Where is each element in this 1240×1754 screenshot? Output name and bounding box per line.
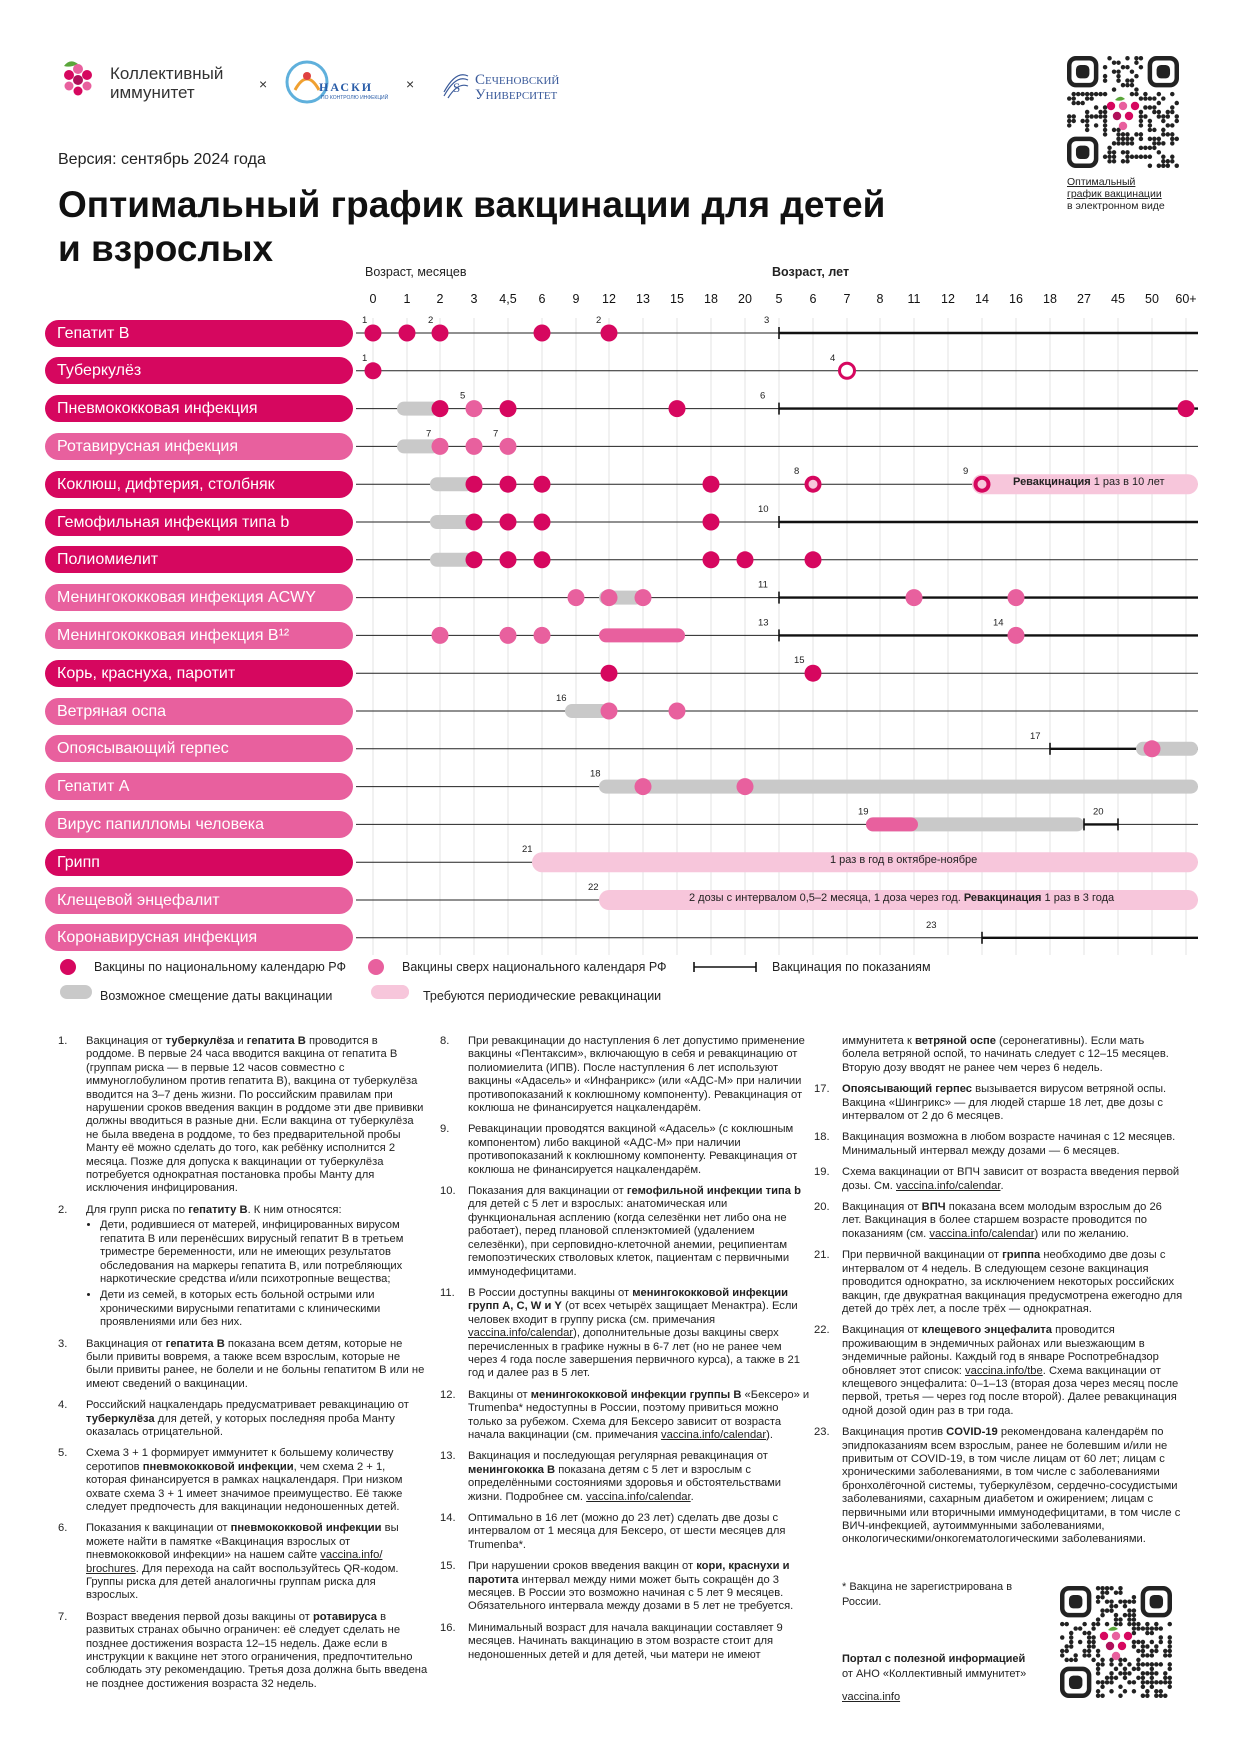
axis-tick: 2 xyxy=(436,292,444,306)
note-15: 15. При нарушении сроков введения вакцин от кори, краснухи и паротита интервал между ними может быть сокращён до 3 месяцев. В России это возможно начиная с 5 лет 9 месяцев. Обязательного интервала между дозами в 5 лет не требуется. xyxy=(440,1560,794,1613)
axis-tick: 27 xyxy=(1077,292,1091,306)
portal-url[interactable]: vaccina.info xyxy=(842,1691,901,1703)
dose-dot xyxy=(534,476,551,493)
dose-dot xyxy=(601,665,618,682)
dose-dot xyxy=(365,362,382,379)
axis-tick: 12 xyxy=(941,292,955,306)
dose-dot xyxy=(500,627,517,644)
row-label: Гемофильная инфекция типа b xyxy=(45,509,353,536)
qr-caption-line2[interactable]: график вакцинации xyxy=(1067,188,1162,200)
axis-tick: 18 xyxy=(1043,292,1057,306)
shift-bar xyxy=(599,780,1198,794)
dose-dot xyxy=(703,514,720,531)
flu-text: 1 раз в год в октябре-ноябре xyxy=(830,854,978,866)
dose-dot xyxy=(805,551,822,568)
tbe-text xyxy=(689,892,1114,904)
tbe-rest: 1 раз в 3 года xyxy=(1041,892,1115,904)
dose-dot xyxy=(568,589,585,606)
axis-tick: 9 xyxy=(572,292,580,306)
note-4: 4. Российский нацкалендарь предусматривает ревакцинацию от туберкулёза для детей, у которых последняя проба Манту оказалась отрицательной. xyxy=(58,1399,409,1438)
note-16: 16. Минимальный возраст для начала вакцинации составляет 9 месяцев. Начинать вакцинацию в этом возрасте стоит для недоношенных детей и для детей, чьи матери не имеют xyxy=(440,1621,783,1661)
dose-dot xyxy=(466,400,483,417)
footnote-marker: 9 xyxy=(963,466,969,478)
footnote-marker: 8 xyxy=(794,466,800,478)
row-label: Опоясывающий герпес xyxy=(45,735,353,762)
dose-dot xyxy=(500,514,517,531)
version-label: Версия: сентябрь 2024 года xyxy=(58,151,266,168)
axis-tick: 18 xyxy=(704,292,718,306)
portal-title: Портал с полезной информацией xyxy=(842,1653,1026,1665)
note-7: 7. Возраст введения первой дозы вакцины от ротавируса в развитых странах обычно ограничен: её следует сделать не позднее достижения возраста 12–15 недель. Даже если в инструкции к вакцине нет этого ограничения, предпочтительно соблюдать эту рекомендацию. Третья доза должна быть введена не позднее достижения возраста 32 недель. xyxy=(58,1610,428,1690)
dose-dot xyxy=(601,589,618,606)
row-label: Менингококковая инфекция ACWY xyxy=(45,584,353,611)
dose-dot xyxy=(466,514,483,531)
axis-tick: 12 xyxy=(602,292,616,306)
axis-tick: 14 xyxy=(975,292,989,306)
times-sign: × xyxy=(259,76,268,92)
footnote-marker: 11 xyxy=(758,579,768,591)
page-title-line1: Оптимальный график вакцинации для детей xyxy=(58,184,886,225)
dose-dot xyxy=(601,703,618,720)
dose-dot-inner xyxy=(809,480,818,489)
footnote-marker: 2 xyxy=(596,315,602,326)
legend-shift-bar xyxy=(60,985,92,999)
axis-tick: 7 xyxy=(843,292,851,306)
axis-tick: 16 xyxy=(1009,292,1023,306)
legend-national: Вакцины по национальному календарю РФ xyxy=(94,960,346,974)
dose-dot xyxy=(500,476,517,493)
footnote-marker: 2 xyxy=(428,315,434,326)
dose-dot xyxy=(432,400,449,417)
footnote-marker: 20 xyxy=(1093,806,1104,818)
row-label: Менингококковая инфекция B¹² xyxy=(45,622,353,649)
dose-dot xyxy=(534,551,551,568)
note-19: 19. Схема вакцинации от ВПЧ зависит от возраста введения первой дозы. См. vaccina.info/calendar. xyxy=(814,1166,1180,1192)
org3-line1: Сеченовский xyxy=(475,72,560,88)
tbe-main: 2 дозы с интервалом 0,5–2 месяца, 1 доза через год. xyxy=(689,892,964,904)
row-label: Пневмококковая инфекция xyxy=(45,395,353,422)
dose-dot xyxy=(432,325,449,342)
note-23: 23. Вакцинация против COVID-19 рекомендована календарём по эпидпоказаниям всем взрослым, ранее не болевшим и/или не привитым от COVID-19, в том числе лицам от 60 лет; лицам с хроническими заболеваниями, в том числе с заболеваниями бронхолёгочной системы, туберкулёзом, сердечно-сосудистыми заболеваниями, сахарным диабетом и ожирением; лицам с первичными или вторичными иммунодефицитами, в том числе с ВИЧ-инфекцией, аутоиммунными заболеваниями, онкологическими/онкогематологическими заболеваниями. xyxy=(814,1426,1181,1546)
dose-dot xyxy=(466,438,483,455)
footnote-marker: 23 xyxy=(926,919,937,931)
footnote-marker: 16 xyxy=(556,693,567,704)
dose-dot xyxy=(466,551,483,568)
notes-column-1 xyxy=(58,1035,428,1699)
legend-indication: Вакцинация по показаниям xyxy=(772,960,931,974)
org3-line2: Университет xyxy=(475,87,558,103)
footnote-marker: 21 xyxy=(522,844,533,856)
axis-tick: 20 xyxy=(738,292,752,306)
row-label: Гепатит B xyxy=(45,320,353,347)
note-21: 21. При первичной вакцинации от гриппа необходимо две дозы с интервалом от 4 недель. В следующем сезоне вакцинация проводится однократно, за исключением некоторых российских вакцин, где двукратная вакцинация предусмотрена ежегодно для детей до трёх лет, а после трёх — однократная. xyxy=(814,1249,1183,1315)
note-20: 20. Вакцинация от ВПЧ показана всем молодым взрослым до 26 лет. Вакцинация в более старшем возрасте проводится по показаниям (см. vaccina.info/calendar) или по желанию. xyxy=(814,1201,1162,1240)
legend-national-dot xyxy=(60,959,76,975)
note-2: 2. Для групп риска по гепатиту B. К ним относятся: • Дети, родившиеся от матерей, инфицированных вирусом гепатита B или перенёсших вирусный гепатит B в третьем триместре беременности, или не имеющих результатов обследования на маркеры гепатита B, или потребляющих наркотические средства и/или психотропные вещества; • Дети из семей, в которых есть больной острыми или хроническими вирусными гепатитами с клиническими проявлениями или без них. xyxy=(58,1204,428,1330)
footnote-marker: 17 xyxy=(1030,730,1041,742)
note-8: 8. При ревакцинации до наступления 6 лет допустимо применение вакцины «Пентаксим», включающую в себя и ревакцинацию от полиомиелита (ИПВ). После наступления 6 лет используют вакцины «Адасель» и «Инфанрикс» (или «АДС-М» при наличии противопоказаний к коклюшному компоненту). Ревакцинация от коклюша не финансируется нацкалендарём. xyxy=(440,1035,805,1115)
axis-tick: 6 xyxy=(538,292,546,306)
tbe-bold: Ревакцинация xyxy=(963,892,1042,904)
axis-tick: 3 xyxy=(470,292,478,306)
dose-dot xyxy=(365,325,382,342)
row-label: Корь, краснуха, паротит xyxy=(45,660,353,687)
note-1: 1. Вакцинация от туберкулёза и гепатита B проводится в роддоме. В первые 24 часа вводится вакцина от гепатита B (группам риска — в первые 12 часов совместно с иммуноглобулином против гепатита B), вакцина от туберкулёза вводится на 3–7 день жизни. По российским правилам при нарушении сроков введения вакцин в роддоме эти две прививки должны вводиться в разные дни. Если вакцина от туберкулёза не была введена в роддоме, то без предварительной пробы Манту её можно сделать до того, как ребёнку исполнится 2 месяца. Позже для допуска к вакцинации от туберкулёза потребуется однократная постановка пробы Манту для исключения инфицирования. xyxy=(58,1035,424,1195)
axis-tick: 5 xyxy=(775,292,783,306)
dose-dot xyxy=(500,400,517,417)
dose-dot xyxy=(840,363,855,378)
dose-dot xyxy=(669,400,686,417)
footnote-marker: 22 xyxy=(588,882,599,893)
dose-dot xyxy=(399,325,416,342)
footnote-marker: 19 xyxy=(858,806,869,818)
footnote-marker: 4 xyxy=(830,352,836,364)
note-3: 3. Вакцинация от гепатита B показана всем детям, которые не были привиты вовремя, а также всем взрослым, которые не были привиты ранее, не болели и не больны гепатитом B или не имеют сведений о вакцинации. xyxy=(58,1337,425,1390)
footnote-marker: 15 xyxy=(794,655,805,667)
note-17: 17. Опоясывающий герпес вызывается вирусом ветряной оспы. Вакцина «Шингрикс» — для людей старше 18 лет, две дозы с интервалом от 2 до 6 месяцев. xyxy=(814,1083,1167,1123)
extra-bar xyxy=(599,628,685,642)
axis-tick: 11 xyxy=(907,292,921,306)
footnote-marker: 18 xyxy=(590,768,601,780)
dose-dot xyxy=(601,325,618,342)
row-label: Грипп xyxy=(45,849,353,876)
extra-bar xyxy=(866,817,918,831)
qr-caption-line3: в электронном виде xyxy=(1067,200,1165,212)
dtp-revac-text xyxy=(1013,476,1165,488)
dose-dot xyxy=(906,589,923,606)
footnote-star: * Вакцина не зарегистрирована в России. xyxy=(842,1581,1013,1608)
dose-dot xyxy=(805,665,822,682)
page-title-line2: и взрослых xyxy=(58,228,274,269)
row-label: Туберкулёз xyxy=(45,357,353,384)
row-label: Ветряная оспа xyxy=(45,698,353,725)
axis-tick: 8 xyxy=(876,292,884,306)
footnote-marker: 10 xyxy=(758,504,769,515)
footnote-marker: 7 xyxy=(426,428,432,440)
note-5: 5. Схема 3 + 1 формирует иммунитет к большему количеству серотипов пневмококковой инфекции, чем схема 2 + 1, которая финансируется в рамках нацкалендаря. При низком охвате схема 3 + 1 имеет значимое преимущество. Её также следует предпочесть для вакцинации недоношенных детей. xyxy=(58,1447,403,1513)
row-label: Вирус папилломы человека xyxy=(45,811,353,838)
qr-caption-line1[interactable]: Оптимальный xyxy=(1067,176,1136,188)
dtp-revac-rest: 1 раз в 10 лет xyxy=(1090,476,1165,488)
dose-dot xyxy=(1178,400,1195,417)
months-axis-label: Возраст, месяцев xyxy=(365,265,467,279)
notes-column-2 xyxy=(440,1035,810,1670)
note-18: 18. Вакцинация возможна в любом возрасте начиная с 12 месяцев. Минимальный интервал между дозами — 6 месяцев. xyxy=(814,1131,1176,1157)
org2-title: НАСКИ xyxy=(319,80,374,94)
dose-dot xyxy=(534,627,551,644)
note-9: 9. Ревакцинации проводятся вакциной «Адасель» (с коклюшным компонентом) либо вакциной «АДС-М» при наличии противопоказаний к коклюшному компоненту. Ревакцинация от коклюша не финансируется нацкалендарём. xyxy=(440,1123,798,1176)
notes-column-3 xyxy=(814,1035,1184,1555)
dose-dot xyxy=(703,551,720,568)
axis-tick: 6 xyxy=(809,292,817,306)
dose-dot xyxy=(703,476,720,493)
dose-dot xyxy=(534,514,551,531)
footnote-marker: 1 xyxy=(362,315,368,326)
org1-line2: иммунитет xyxy=(110,83,195,102)
axis-tick: 13 xyxy=(636,292,650,306)
dose-dot xyxy=(432,627,449,644)
row-label: Клещевой энцефалит xyxy=(45,887,353,914)
note-6: 6. Показания к вакцинации от пневмококковой инфекции вы можете найти в памятке «Вакцинация взрослых от пневмококковой инфекции» на нашем сайте vaccina.info/ brochures. Для перехода на сайт воспользуйтесь QR-кодом. Группы риска для детей аналогичны группам риска для взрослых. xyxy=(58,1522,399,1602)
axis-tick: 60+ xyxy=(1175,292,1197,306)
axis-tick: 0 xyxy=(369,292,377,306)
org1-line1: Коллективный xyxy=(110,64,224,83)
portal-from: от АНО «Коллективный иммунитет» xyxy=(842,1668,1027,1680)
legend-shift: Возможное смещение даты вакцинации xyxy=(100,989,333,1003)
org2-sub: ПО КОНТРОЛЮ ИНФЕКЦИЙ xyxy=(321,95,389,101)
note-16-cont: иммунитета к ветряной оспе (серонегативны). Если мать болела ветряной оспой, то начинать следует с 12–15 месяцев. Вторую дозу вводят не ранее чем через 6 недель. xyxy=(842,1035,1169,1074)
dtp-revac-bold: Ревакцинация xyxy=(1013,476,1091,488)
footnote-marker: 14 xyxy=(993,617,1004,629)
footnote-marker: 7 xyxy=(493,428,499,440)
dose-dot xyxy=(669,703,686,720)
note-10: 10. Показания для вакцинации от гемофильной инфекции типа b для детей с 5 лет и взрослых: анатомическая или функциональная асплению (когда селезёнки нет либо она не работает), перед плановой спленэктомией (удалением селезёнки), при серповидно-клеточной анемии, реципиентам гемопоэтических стволовых клеток, пациентам с первичными иммунодефицитами. xyxy=(440,1185,801,1278)
axis-tick: 4,5 xyxy=(499,292,517,306)
axis-tick: 50 xyxy=(1145,292,1159,306)
note-22: 22. Вакцинация от клещевого энцефалита проводится проживающим в эндемичных районах или выезжающим в эндемичные районы. Каждый год в январе Роспотребнадзор обновляет этот список: vaccina.info/tbe. Схема вакцинации от клещевого энцефалита: 0–1–13 (вторая доза через месяц после первой, третья — через год после второй). Далее ревакцинация одной дозой один раз в три года. xyxy=(814,1324,1179,1417)
dose-dot xyxy=(1008,627,1025,644)
dose-dot xyxy=(635,589,652,606)
footnote-marker: 13 xyxy=(758,617,769,629)
dose-dot xyxy=(1144,740,1161,757)
legend-extra-dot xyxy=(368,959,384,975)
note-13: 13. Вакцинация и последующая регулярная ревакцинация от менингококка B показана детям с 5 лет и взрослым с определёнными состояниями здоровья и обстоятельствами жизни. Подробнее см. vaccina.info/calendar. xyxy=(440,1450,782,1503)
note-12: 12. Вакцины от менингококковой инфекции группы B «Бексеро» и Trumenba* недоступны в России, поэтому привиться можно только за рубежом. Схема для Бексеро зависит от возраста начала вакцинации (см. примечания vaccina.info/calendar). xyxy=(440,1388,810,1441)
dose-dot xyxy=(737,551,754,568)
footnote-marker: 1 xyxy=(362,352,368,364)
row-label: Коклюш, дифтерия, столбняк xyxy=(45,471,353,498)
dose-dot xyxy=(1008,589,1025,606)
axis-tick: 45 xyxy=(1111,292,1125,306)
legend-extra: Вакцины сверх национального календаря РФ xyxy=(402,960,667,974)
years-axis-label: Возраст, лет xyxy=(772,265,850,279)
note-14: 14. Оптимально в 16 лет (можно до 23 лет) сделать две дозы с интервалом от 1 месяца для Бексеро, от шести месяцев для Trumenba*. xyxy=(440,1512,786,1551)
legend-revac: Требуются периодические ревакцинации xyxy=(423,989,662,1003)
dose-dot xyxy=(635,778,652,795)
dose-dot xyxy=(466,476,483,493)
footnote-marker: 5 xyxy=(460,390,466,402)
footnote-marker: 6 xyxy=(760,390,766,402)
dose-dot xyxy=(500,438,517,455)
footnote-marker: 3 xyxy=(764,315,770,326)
row-label: Полиомиелит xyxy=(45,546,353,573)
qr-code-bottom[interactable] xyxy=(1060,1586,1172,1698)
axis-tick: 1 xyxy=(403,292,411,306)
axis-tick: 15 xyxy=(670,292,684,306)
dose-dot xyxy=(500,551,517,568)
dose-dot xyxy=(737,778,754,795)
times-sign-2: × xyxy=(406,76,415,92)
note-11: 11. В России доступны вакцины от менингококковой инфекции групп A, C, W и Y (от всех четырёх защищает Менактра). Если человек входит в группу риска (см. примечания vaccina.info/calendar), дополнительные дозы вакцины сверх перечисленных в графике нужны в 6-7 лет (но не ранее чем через 4 года после завершения первичного курса), а также в 21 год и далее раз в 5 лет. xyxy=(440,1286,800,1380)
svg-text:S: S xyxy=(453,80,461,95)
dose-dot xyxy=(534,325,551,342)
row-label: Ротавирусная инфекция xyxy=(45,433,353,460)
dose-dot xyxy=(432,438,449,455)
row-label: Коронавирусная инфекция xyxy=(45,924,353,951)
row-label: Гепатит А xyxy=(45,773,353,800)
dose-dot-inner xyxy=(978,480,987,489)
